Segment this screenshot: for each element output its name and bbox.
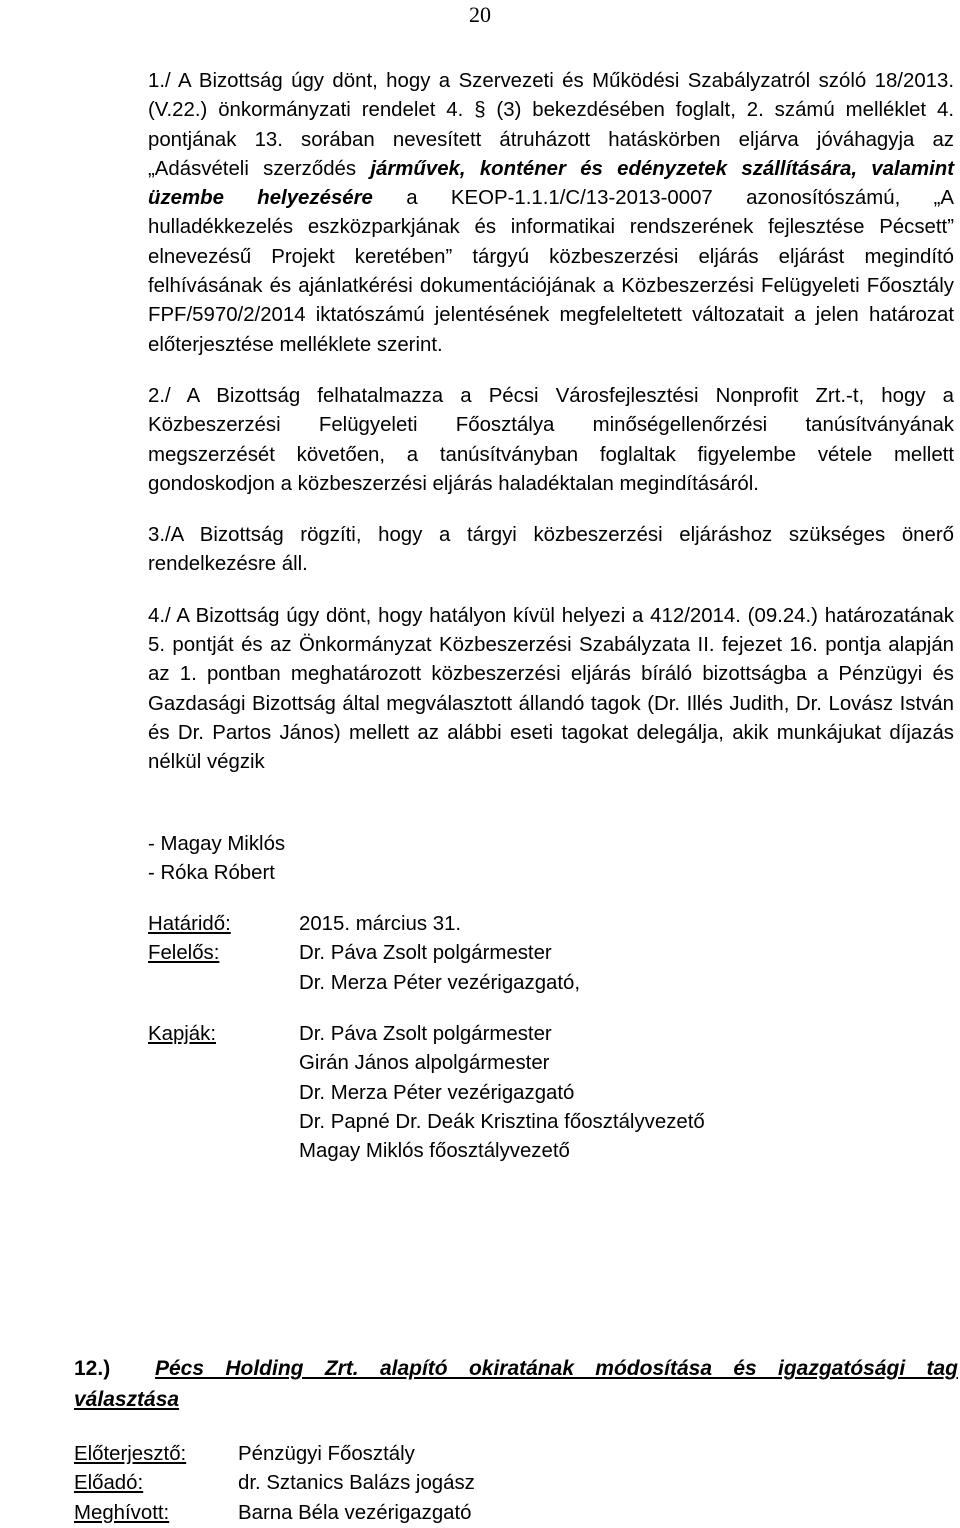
speaker-row bbox=[74, 1469, 958, 1498]
resolution-body bbox=[148, 67, 954, 1167]
presenter-row bbox=[74, 1440, 958, 1469]
member-item: - Róka Róbert bbox=[148, 861, 275, 884]
recipient-item: Dr. Merza Péter vezérigazgató bbox=[299, 1081, 575, 1104]
recipient-item: Dr. Papné Dr. Deák Krisztina főosztályvezető bbox=[299, 1110, 705, 1133]
deadline-row bbox=[148, 910, 954, 939]
agenda-header bbox=[74, 1353, 958, 1415]
deadline-label: Határidő: bbox=[148, 913, 231, 936]
responsible-row bbox=[148, 969, 954, 998]
recipients-label: Kapják: bbox=[148, 1023, 217, 1046]
contract-subject: járművek, konténer és edényzetek szállítására, valamint üzembe helyezésére bbox=[148, 157, 954, 210]
paragraph-3: 3./A Bizottság rögzíti, hogy a tárgyi közbeszerzési eljáráshoz szükséges önerő rendelkezésre áll. bbox=[148, 524, 954, 576]
agenda-number: 12.) bbox=[74, 1357, 111, 1380]
invited-value: Barna Béla vezérigazgató bbox=[238, 1501, 472, 1524]
recipients-row bbox=[148, 1108, 954, 1137]
deadline-value: 2015. március 31. bbox=[299, 913, 462, 936]
recipients-row bbox=[148, 1049, 954, 1078]
recipients-row bbox=[148, 1137, 954, 1166]
paragraph-2: 2./ A Bizottság felhatalmazza a Pécsi Városfejlesztési Nonprofit Zrt.-t, hogy a Közbeszerzési Felügyeleti Főosztálya minőségellenőrzési tanúsítványának megszerzését követően, a tanúsítványban foglaltak figyelembe vétele mellett gondoskodjon a közbeszerzési eljárás haladéktalan megindításáról. bbox=[148, 384, 954, 495]
invited-label: Meghívott: bbox=[74, 1501, 170, 1524]
presenter-value: Pénzügyi Főosztály bbox=[238, 1443, 415, 1465]
agenda-title-line: Pécs Holding Zrt. alapító okiratának módosítása és igazgatósági tag bbox=[155, 1357, 958, 1380]
paragraph-4: 4./ A Bizottság úgy dönt, hogy hatályon kívül helyezi a 412/2014. (09.24.) határozatának 5. pontját és az Önkormányzat Közbeszerzési Szabályzata II. fejezet 16. pontja alapján az 1. pontban meghatározott közbeszerzési eljárás bíráló bizottságba a Pénzügyi és Gazdasági Bizottság által megválasztott állandó tagok (Dr. Illés Judith, Dr. Lovász István és Dr. Partos János) mellett az alábbi eseti tagokat delegálja, akik munkájukat díjazás nélkül végzik bbox=[148, 604, 954, 774]
responsible-label: Felelős: bbox=[148, 942, 220, 965]
member-item: - Magay Miklós bbox=[148, 832, 286, 855]
speaker-value: dr. Sztanics Balázs jogász bbox=[238, 1472, 475, 1495]
recipient-item: Magay Miklós főosztályvezető bbox=[299, 1140, 570, 1163]
page-number: 20 bbox=[469, 2, 491, 27]
responsible-value: Dr. Páva Zsolt polgármester bbox=[299, 942, 552, 965]
recipient-item: Girán János alpolgármester bbox=[299, 1052, 550, 1075]
recipients-row bbox=[148, 1079, 954, 1108]
agenda-item-12-meta bbox=[74, 1440, 958, 1528]
presenter-label: Előterjesztő: bbox=[74, 1443, 187, 1465]
paragraph-1: 1./ A Bizottság úgy dönt, hogy a Szervezeti és Működési Szabályzatról szóló 18/2013.(V.22.) önkormányzati rendelet 4. § (3) bekezdésében foglalt, 2. számú melléklet 4. pontjának 13. sorában nevesített átruházott hatáskörben eljárva jóváhagyja az „Adásvételi szerződés járművek, konténer és edényzetek szállítására, valamint üzembe helyezésére a KEOP-1.1.1/C/13-2013-0007 azonosítószámú, „A hulladékkezelés eszközparkjának és informatikai rendszerének fejlesztése Pécsett” elnevezésű Projekt keretében” tárgyú közbeszerzési eljárás eljárást megindító felhívásának és ajánlatkérési dokumentációjának a Közbeszerzési Felügyeleti Főosztály FPF/5970/2/2014 iktatószámú jelentésének megfeleltetett változatait a jelen határozat előterjesztése melléklete szerint. bbox=[148, 70, 954, 356]
recipient-item: Dr. Páva Zsolt polgármester bbox=[299, 1023, 552, 1046]
invited-row bbox=[74, 1499, 958, 1528]
agenda-title-line: választása bbox=[74, 1388, 180, 1411]
responsible-row bbox=[148, 939, 954, 968]
responsible-value: Dr. Merza Péter vezérigazgató, bbox=[299, 971, 581, 994]
speaker-label: Előadó: bbox=[74, 1472, 144, 1495]
recipients-row bbox=[148, 1020, 954, 1049]
